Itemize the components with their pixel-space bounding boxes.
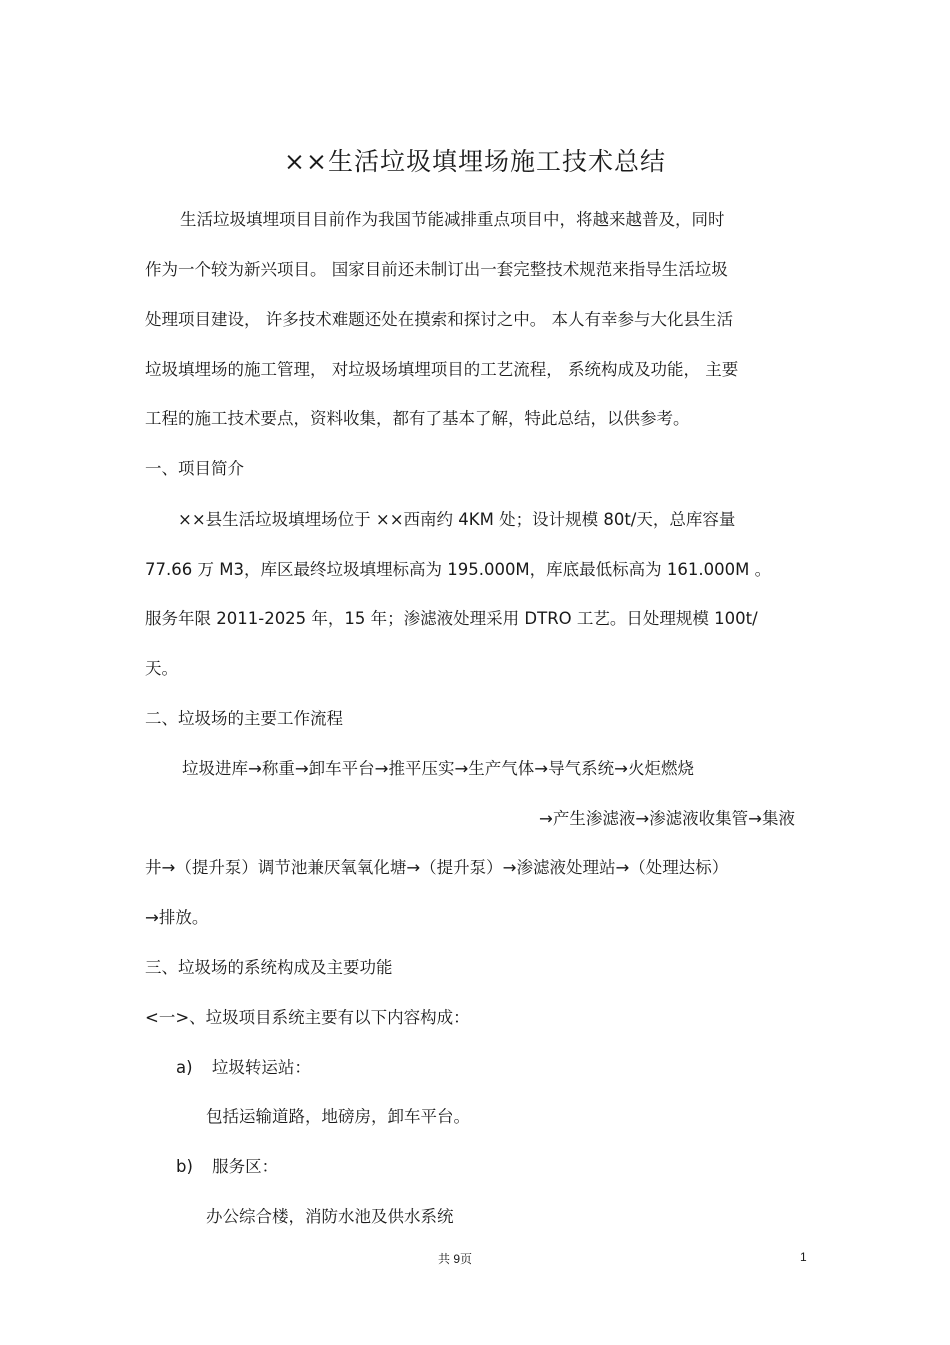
flow-line-3: 井→（提升泵）调节池兼厌氧氧化塘→（提升泵）→渗滤液处理站→（处理达标） xyxy=(145,858,729,877)
section-2-heading: 二、垃圾场的主要工作流程 xyxy=(145,709,343,728)
list-item-label: 垃圾转运站： xyxy=(211,1058,311,1077)
section-1-line-1: ××县生活垃圾填埋场位于 ××西南约 4KM 处；设计规模 80t/天，总库容量 xyxy=(178,510,736,529)
footer-page-count: 共 9页 xyxy=(438,1252,473,1266)
flow-line-1: 垃圾进库→称重→卸车平台→推平压实→生产气体→导气系统→火炬燃烧 xyxy=(182,759,694,778)
section-1-line-3: 服务年限 2011-2025 年，15 年；渗滤液处理采用 DTRO 工艺。日处理规模 100t/ xyxy=(145,609,758,628)
footer-page-number: 1 xyxy=(800,1250,807,1264)
intro-line-1: 生活垃圾填埋项目目前作为我国节能减排重点项目中，将越来越普及，同时 xyxy=(180,210,725,229)
section-1-heading: 一、项目简介 xyxy=(145,459,244,478)
intro-line-5: 工程的施工技术要点，资料收集，都有了基本了解，特此总结，以供参考。 xyxy=(145,409,690,428)
list-item-a-desc: 包括运输道路，地磅房，卸车平台。 xyxy=(206,1107,470,1126)
list-marker: b) xyxy=(176,1157,193,1176)
section-1-line-4: 天。 xyxy=(145,659,178,678)
section-3-heading: 三、垃圾场的系统构成及主要功能 xyxy=(145,958,393,977)
intro-line-2: 作为一个较为新兴项目。 国家目前还未制订出一套完整技术规范来指导生活垃圾 xyxy=(145,260,728,279)
flow-line-4: →排放。 xyxy=(145,908,209,927)
list-item-b xyxy=(176,1157,841,1177)
list-item-a xyxy=(176,1058,841,1078)
document-title: ××生活垃圾填埋场施工技术总结 xyxy=(284,147,666,176)
flow-line-2: →产生渗滤液→渗滤液收集管→集液 xyxy=(539,809,795,828)
list-marker: a) xyxy=(176,1058,193,1077)
intro-line-4: 垃圾填埋场的施工管理， 对垃圾场填埋项目的工艺流程， 系统构成及功能， 主要 xyxy=(145,360,739,379)
section-3-subheading: <一>、垃圾项目系统主要有以下内容构成： xyxy=(145,1008,470,1027)
list-item-label: 服务区： xyxy=(212,1157,279,1176)
intro-line-3: 处理项目建设， 许多技术难题还处在摸索和探讨之中。 本人有幸参与大化县生活 xyxy=(145,310,733,329)
section-1-line-2: 77.66 万 M3，库区最终垃圾填埋标高为 195.000M，库底最低标高为 161.000M 。 xyxy=(145,560,772,579)
list-item-b-desc: 办公综合楼，消防水池及供水系统 xyxy=(206,1207,454,1226)
